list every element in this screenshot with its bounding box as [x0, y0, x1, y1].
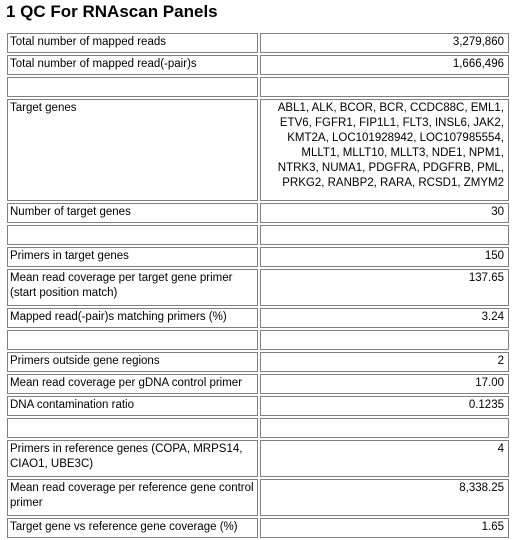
table-row	[7, 440, 509, 477]
metric-label: Mean read coverage per gDNA control primer	[7, 374, 258, 394]
metric-label: Primers in reference genes (COPA, MRPS14, CIAO1, UBE3C)	[7, 440, 258, 477]
target-genes-line: ABL1, ALK, BCOR, BCR, CCDC88C, EML1,	[277, 102, 504, 114]
target-genes-line: ETV6, FGFR1, FIP1L1, FLT3, INSL6, JAK2,	[279, 117, 504, 129]
metric-value: 4	[260, 440, 509, 477]
metric-value: 8,338.25	[260, 479, 509, 516]
table-row	[7, 518, 509, 538]
metric-label: DNA contamination ratio	[7, 396, 258, 416]
spacer-cell	[260, 418, 509, 438]
metric-label: Primers outside gene regions	[7, 352, 258, 372]
metric-label: Target genes	[7, 99, 258, 201]
metric-label: Mapped read(-pair)s matching primers (%)	[7, 308, 258, 328]
table-row	[7, 479, 509, 516]
spacer-row	[7, 225, 509, 245]
metric-label: Mean read coverage per target gene primer (start position match)	[7, 269, 258, 306]
target-genes-line: NTRK3, NUMA1, PDGFRA, PDGFRB, PML,	[277, 162, 504, 174]
metric-value: 3,279,860	[260, 33, 509, 53]
spacer-row	[7, 77, 509, 97]
target-genes-list	[260, 99, 509, 201]
spacer-cell	[260, 330, 509, 350]
metric-value: 2	[260, 352, 509, 372]
metric-value: 30	[260, 203, 509, 223]
metric-value: 137.65	[260, 269, 509, 306]
metric-label: Number of target genes	[7, 203, 258, 223]
spacer-cell	[7, 225, 258, 245]
spacer-cell	[260, 225, 509, 245]
metric-label: Mean read coverage per reference gene control primer	[7, 479, 258, 516]
qc-table	[5, 31, 511, 540]
spacer-cell	[7, 330, 258, 350]
spacer-cell	[7, 418, 258, 438]
table-row	[7, 99, 509, 201]
spacer-cell	[7, 77, 258, 97]
target-genes-line: PRKG2, RANBP2, RARA, RCSD1, ZMYM2	[282, 177, 504, 189]
spacer-row	[7, 418, 509, 438]
spacer-row	[7, 330, 509, 350]
table-row	[7, 33, 509, 53]
page-title: 1 QC For RNAscan Panels	[6, 2, 218, 21]
spacer-cell	[260, 77, 509, 97]
metric-value: 3.24	[260, 308, 509, 328]
table-row	[7, 247, 509, 267]
table-row	[7, 203, 509, 223]
metric-value: 1.65	[260, 518, 509, 538]
table-row	[7, 396, 509, 416]
table-row	[7, 55, 509, 75]
target-genes-line: KMT2A, LOC101928942, LOC107985554,	[287, 132, 504, 144]
table-row	[7, 269, 509, 306]
target-genes-line: MLLT1, MLLT10, MLLT3, NDE1, NPM1,	[301, 147, 504, 159]
qc-table-body	[7, 33, 509, 538]
table-row	[7, 374, 509, 394]
table-row	[7, 352, 509, 372]
metric-label: Total number of mapped read(-pair)s	[7, 55, 258, 75]
metric-label: Target gene vs reference gene coverage (%)	[7, 518, 258, 538]
metric-label: Total number of mapped reads	[7, 33, 258, 53]
metric-label: Primers in target genes	[7, 247, 258, 267]
metric-value: 1,666,496	[260, 55, 509, 75]
metric-value: 150	[260, 247, 509, 267]
metric-value: 17.00	[260, 374, 509, 394]
metric-value: 0.1235	[260, 396, 509, 416]
table-row	[7, 308, 509, 328]
